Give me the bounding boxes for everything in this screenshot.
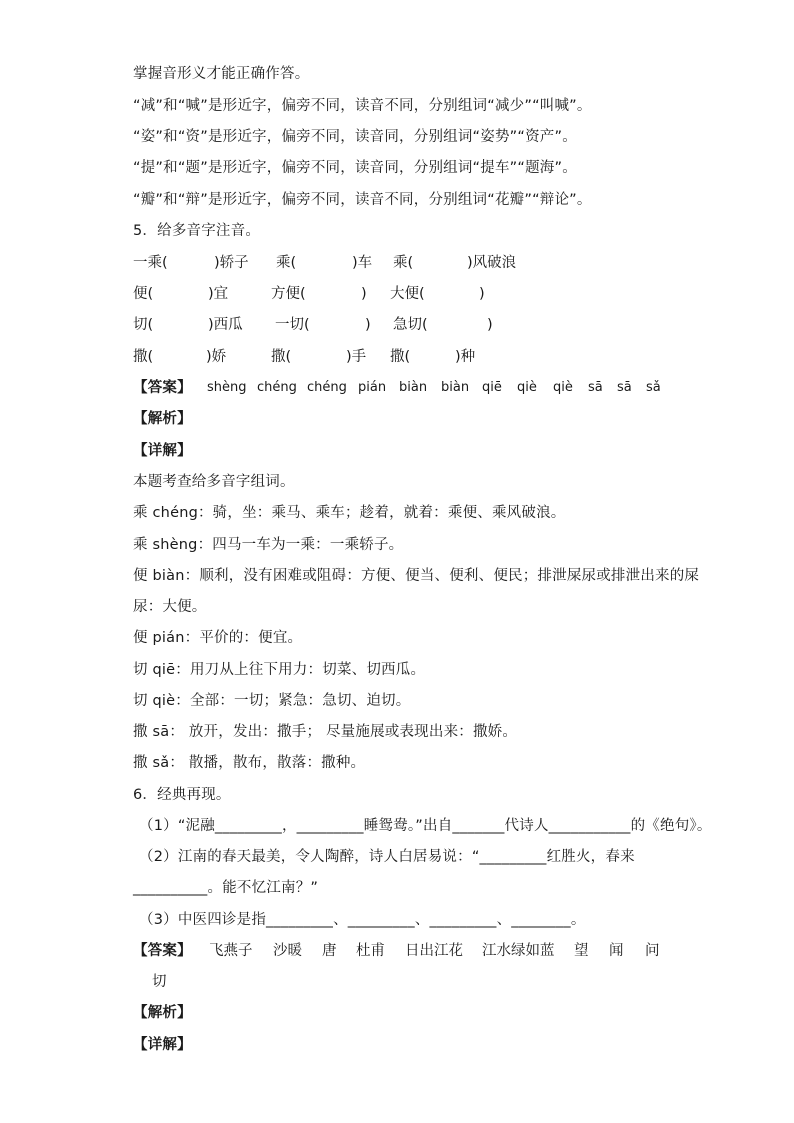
q5-cell: 急切( — [393, 317, 428, 333]
q5-cell: )娇 — [206, 349, 227, 365]
pinyin-answer: sā — [617, 380, 632, 395]
q6-answer: 切 — [152, 974, 167, 990]
q5-cell: )宜 — [208, 286, 229, 302]
detail-label: 【详解】 — [133, 1037, 192, 1053]
q5-cell: 切( — [133, 317, 154, 333]
text-line: 乘 chéng：骑，坐：乘马、乘车；趁着，就着：乘便、乘风破浪。 — [133, 505, 566, 521]
q5-cell: )车 — [352, 255, 373, 271]
q5-cell: 撒( — [271, 349, 292, 365]
pinyin-answer: sǎ — [646, 380, 661, 395]
pinyin-answer: qiè — [517, 380, 537, 395]
pinyin-answer: shèng — [207, 380, 247, 395]
pinyin-answer: pián — [358, 380, 387, 395]
q6-answer: 日出江花 — [405, 943, 463, 959]
q6-answer: 望 — [574, 943, 589, 959]
q6-answer: 闻 — [609, 943, 624, 959]
q6-answer: 沙暖 — [273, 943, 302, 959]
q5-cell: 一乘( — [133, 255, 168, 271]
q5-cell: )西瓜 — [208, 317, 243, 333]
text-line: “姿”和“资”是形近字，偏旁不同，读音同，分别组词“姿势”“资产”。 — [133, 129, 577, 145]
text-line: 撒 sā： 放开，发出：撒手； 尽量施展或表现出来：撒娇。 — [133, 724, 518, 740]
pinyin-answer: qiè — [553, 380, 573, 395]
q5-cell: )种 — [455, 349, 476, 365]
detail-label: 【详解】 — [133, 443, 192, 459]
q5-cell: 大便( — [390, 286, 425, 302]
pinyin-answer: chéng — [257, 380, 297, 395]
question-6-title: 6．经典再现。 — [133, 787, 231, 803]
q6-answer: 唐 — [322, 943, 337, 959]
pinyin-answer: biàn — [399, 380, 428, 395]
text-line: 切 qiè：全部：一切；紧急：急切、迫切。 — [133, 693, 411, 709]
q6-answer: 问 — [645, 943, 660, 959]
q5-cell: ) — [365, 317, 371, 333]
q5-cell: 一切( — [275, 317, 310, 333]
text-line: “提”和“题”是形近字，偏旁不同，读音同，分别组词“提车”“题海”。 — [133, 160, 577, 176]
question-6-2-cont: __________。能不忆江南？” — [133, 880, 319, 896]
q5-cell: ) — [487, 317, 493, 333]
text-line: 切 qiē：用刀从上往下用力：切菜、切西瓜。 — [133, 662, 426, 678]
pinyin-answer: sā — [588, 380, 603, 395]
pinyin-answer: chéng — [307, 380, 347, 395]
text-line: 便 biàn：顺利，没有困难或阻碍：方便、便当、便利、便民；排泄屎尿或排泄出来的屎 — [133, 568, 700, 584]
question-6-1: （1）“泥融_________，_________睡鸳鸯。”出自_______代诗人___________的《绝句》。 — [139, 818, 712, 834]
question-6-3: （3）中医四诊是指_________、_________、_________、________。 — [139, 912, 586, 928]
question-6-2: （2）江南的春天最美，令人陶醉，诗人白居易说：“_________红胜火，春来 — [139, 849, 635, 865]
pinyin-answer: qiē — [482, 380, 502, 395]
text-line: 本题考查给多音字组词。 — [133, 474, 295, 490]
text-line: 便 pián：平价的：便宜。 — [133, 630, 303, 646]
q5-cell: 乘( — [276, 255, 297, 271]
question-5-title: 5．给多音字注音。 — [133, 223, 261, 239]
q5-cell: ) — [361, 286, 367, 302]
q5-cell: )轿子 — [214, 255, 249, 271]
q5-cell: )风破浪 — [467, 255, 517, 271]
answer-label: 【答案】 — [133, 380, 192, 396]
q5-cell: 便( — [133, 286, 154, 302]
q5-cell: 方便( — [271, 286, 306, 302]
text-line: “瓣”和“辩”是形近字，偏旁不同，读音不同，分别组词“花瓣”“辩论”。 — [133, 192, 592, 208]
q6-answer: 飞燕子 — [209, 943, 253, 959]
q5-cell: 撒( — [133, 349, 154, 365]
q6-answer: 杜甫 — [356, 943, 385, 959]
analysis-label: 【解析】 — [133, 411, 192, 427]
text-line: 尿：大便。 — [133, 599, 207, 615]
answer-label: 【答案】 — [133, 943, 192, 959]
text-line: 掌握音形义才能正确作答。 — [133, 66, 310, 82]
analysis-label: 【解析】 — [133, 1005, 192, 1021]
q5-cell: ) — [479, 286, 485, 302]
text-line: “减”和“喊”是形近字，偏旁不同，读音不同，分别组词“减少”“叫喊”。 — [133, 98, 592, 114]
q5-cell: 撒( — [390, 349, 411, 365]
text-line: 乘 shèng：四马一车为一乘：一乘轿子。 — [133, 537, 404, 553]
q6-answer: 江水绿如蓝 — [482, 943, 555, 959]
q5-cell: 乘( — [393, 255, 414, 271]
q5-cell: )手 — [346, 349, 367, 365]
pinyin-answer: biàn — [441, 380, 470, 395]
text-line: 撒 sǎ： 散播，散布，散落：撒种。 — [133, 755, 366, 771]
